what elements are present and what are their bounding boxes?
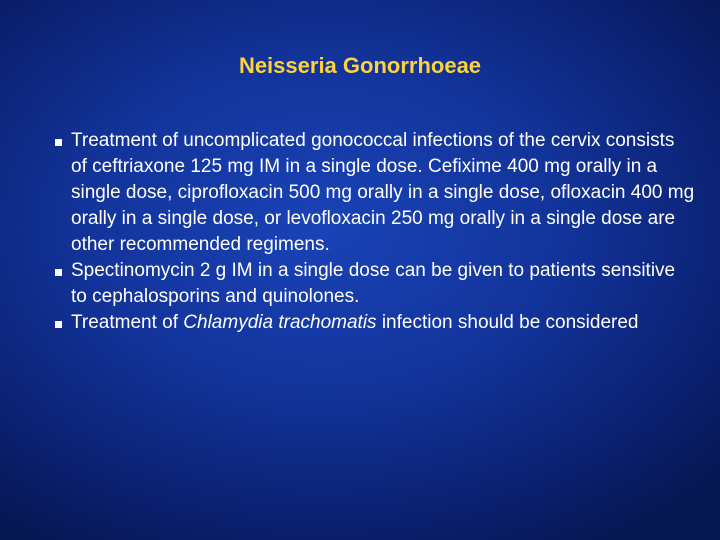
- bullet-item-1: [55, 128, 695, 258]
- bullet-text-1: Treatment of uncomplicated gonococcal infections of the cervix consists of ceftriaxone 125 mg IM in a single dose. Cefixime 400 mg orally in a single dose, ciprofloxacin 500 mg orally in a single dose, ofloxacin 400 mg orally in a single dose, or levofloxacin 250 mg orally in a single dose are other recommended regimens.: [71, 130, 695, 255]
- square-bullet-icon: [55, 269, 62, 276]
- bullet-text-3-after: infection should be considered: [376, 312, 639, 333]
- bullet-item-3: [55, 310, 695, 336]
- square-bullet-icon: [55, 139, 62, 146]
- bullet-list: [55, 128, 695, 336]
- square-bullet-icon: [55, 321, 62, 328]
- bullet-item-2: [55, 258, 695, 310]
- slide-title: Neisseria Gonorrhoeae: [238, 53, 482, 78]
- bullet-text-3-before: Treatment of: [71, 312, 184, 333]
- bullet-text-2: Spectinomycin 2 g IM in a single dose can be given to patients sensitive to cephalosporins and quinolones.: [71, 260, 676, 307]
- bullet-text-3-italic: Chlamydia trachomatis: [183, 312, 377, 333]
